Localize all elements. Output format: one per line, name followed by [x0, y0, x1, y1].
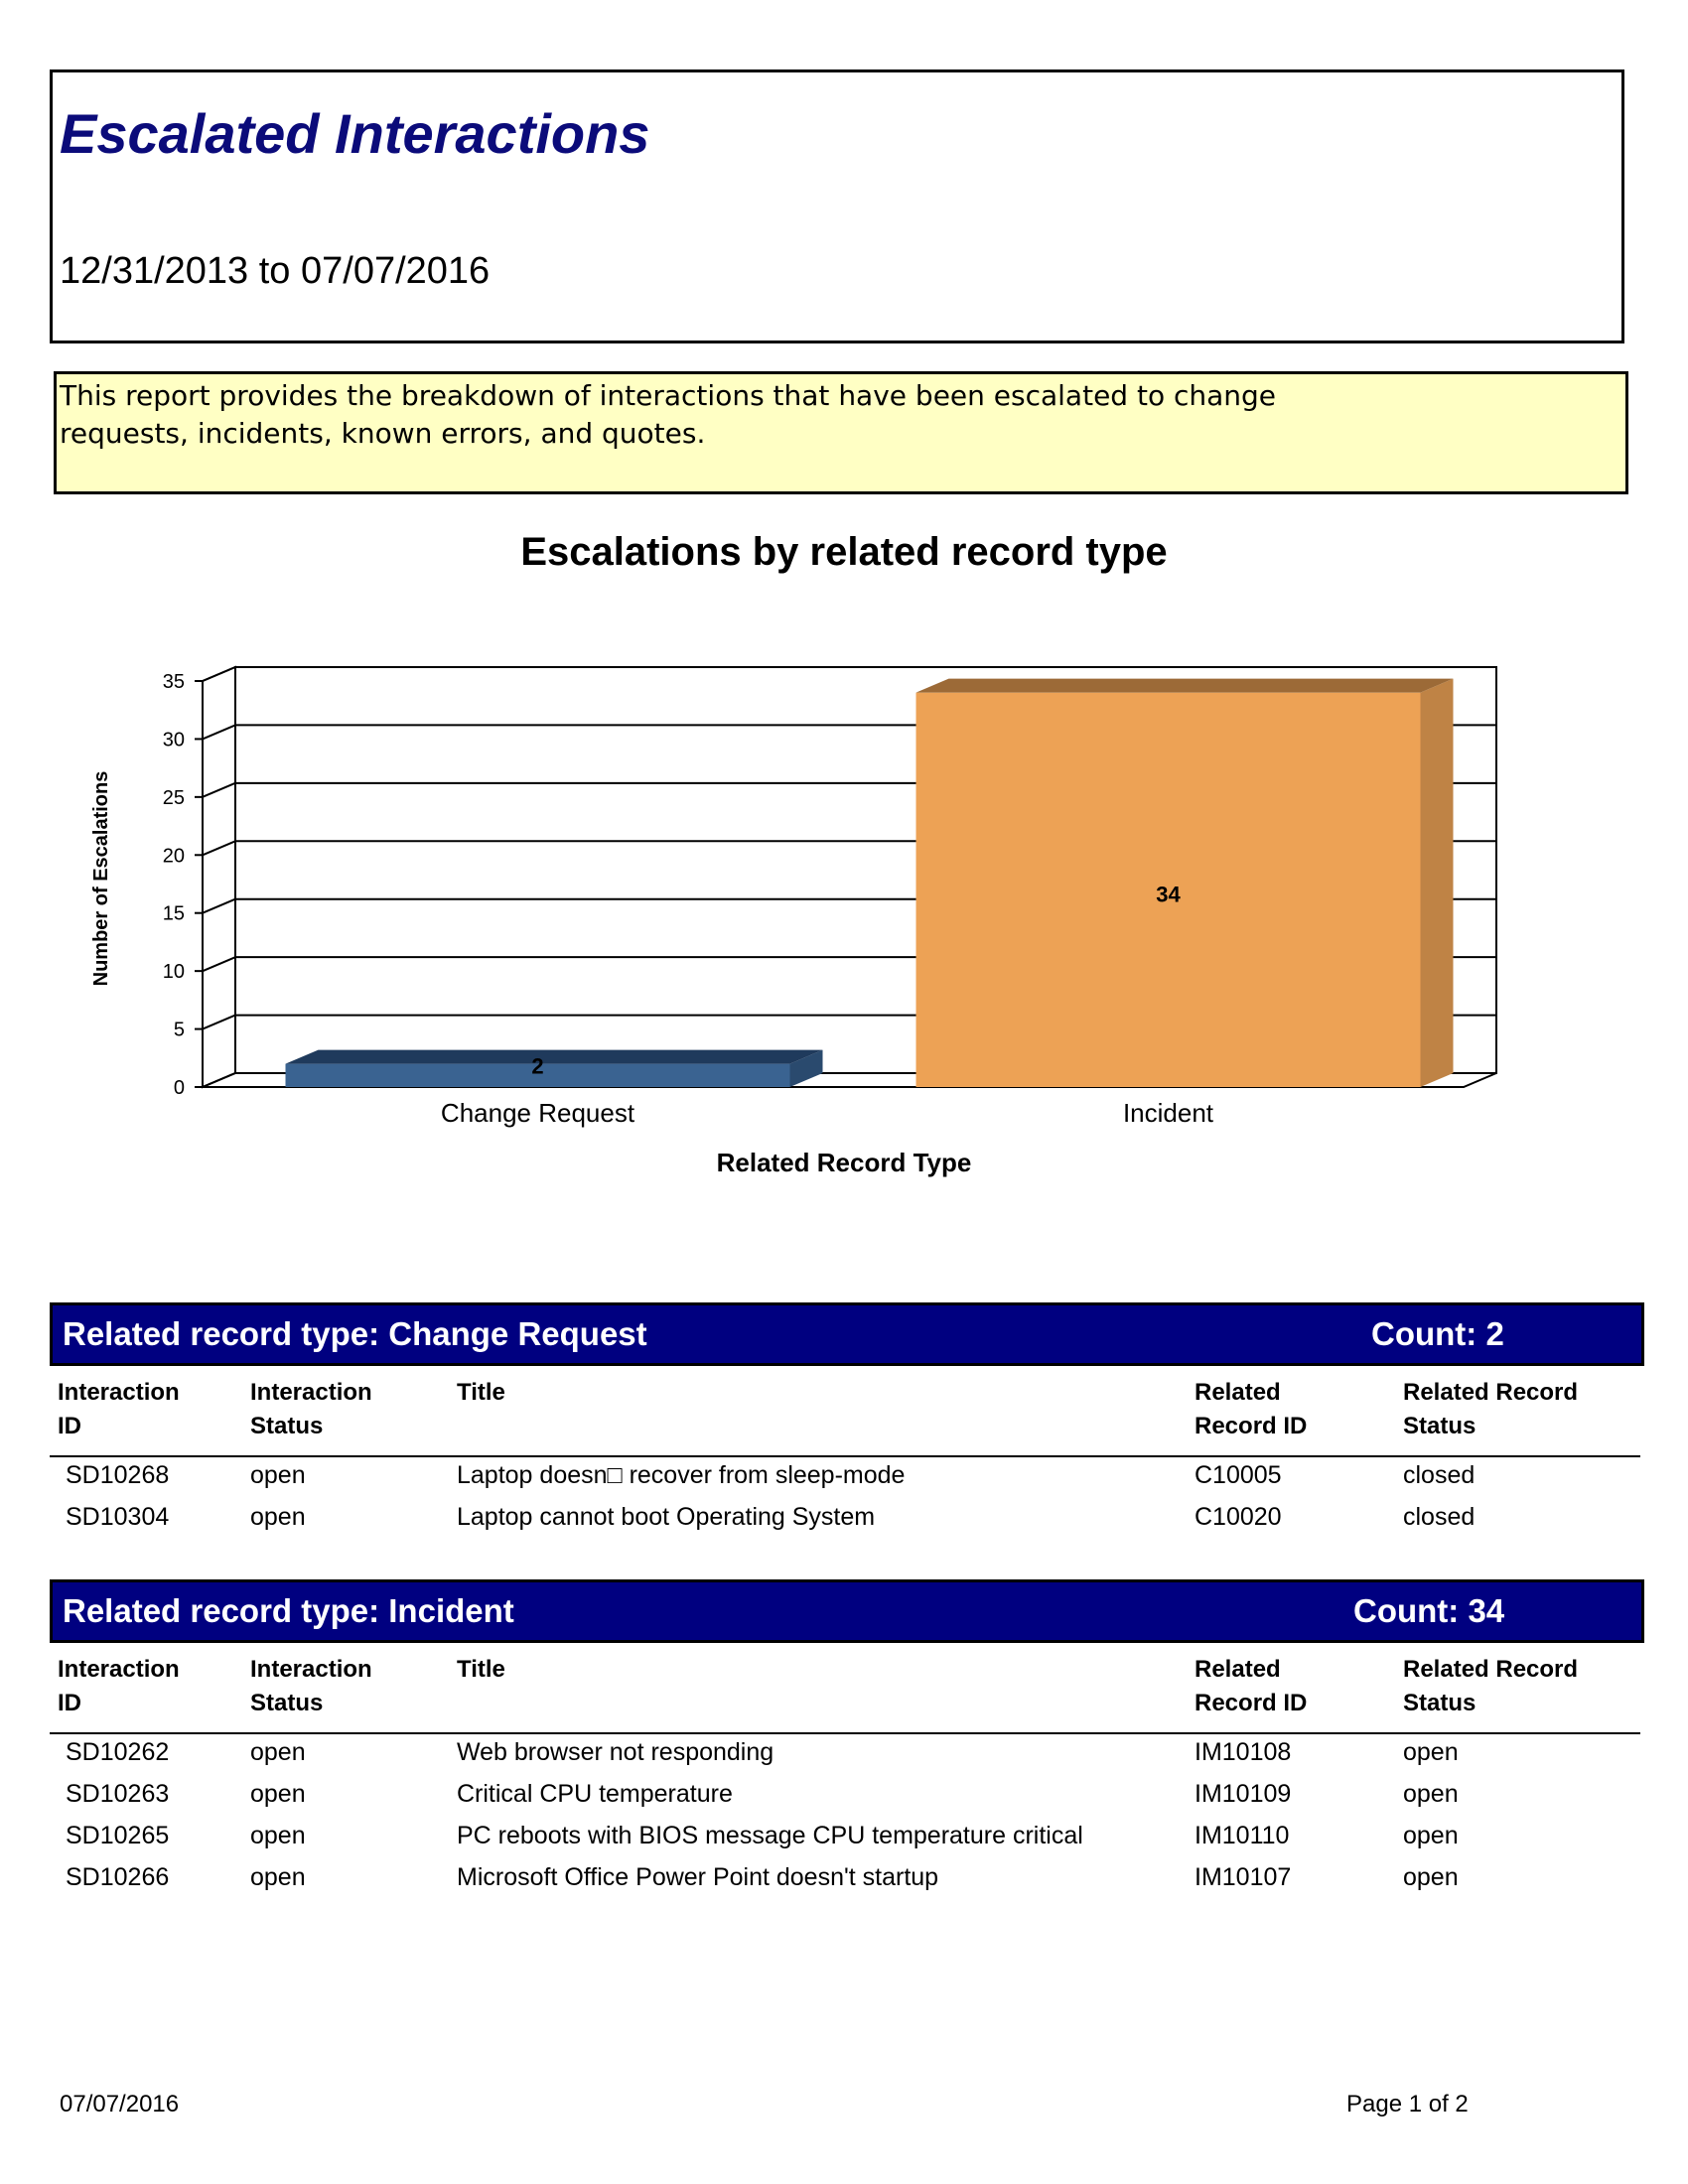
- col-head-title: Title: [457, 1379, 505, 1406]
- section-label: Related record type: Incident: [63, 1592, 514, 1629]
- chart-y-tick-label: 30: [162, 729, 185, 751]
- chart-y-tick-label: 20: [162, 845, 185, 868]
- col-head-related-record-id: Related Record ID: [1195, 1379, 1308, 1439]
- chart-y-axis-title: Number of Escalations: [90, 770, 112, 987]
- footer-date: 07/07/2016: [60, 2091, 180, 2117]
- col-head-related-record-status: Related Record Status: [1403, 1656, 1579, 1716]
- report-date-range: 12/31/2013 to 07/07/2016: [60, 250, 491, 292]
- section-header-change-request: [50, 1302, 1644, 1366]
- cell-title: PC reboots with BIOS message CPU temperature critical: [457, 1822, 1083, 1849]
- escalations-bar-chart: [0, 615, 1688, 1191]
- cell-interaction-status: open: [250, 1738, 306, 1766]
- table-row: [0, 1737, 1688, 1777]
- chart-x-tick-label: Change Request: [440, 1098, 635, 1128]
- table-row: [0, 1779, 1688, 1819]
- table-row: [0, 1502, 1688, 1542]
- cell-interaction-status: open: [250, 1461, 306, 1489]
- chart-bar-top-0: [286, 1050, 823, 1064]
- cell-title: Laptop cannot boot Operating System: [457, 1503, 876, 1531]
- cell-related-record-id: IM10110: [1195, 1822, 1290, 1849]
- report-title: Escalated Interactions: [60, 102, 650, 165]
- report-description: This report provides the breakdown of interactions that have been escalated to change requests, incidents, known errors, and quotes.: [60, 379, 1277, 450]
- cell-interaction-id: SD10263: [66, 1780, 170, 1808]
- chart-y-tick-label: 25: [162, 786, 185, 809]
- section-count: Count: 2: [1371, 1315, 1504, 1352]
- chart-x-tick-label: Incident: [1122, 1098, 1214, 1128]
- cell-related-record-status: open: [1403, 1822, 1459, 1849]
- table-header-change-request: [0, 1376, 1688, 1445]
- cell-interaction-status: open: [250, 1863, 306, 1891]
- chart-data-label: 2: [531, 1053, 544, 1079]
- table-header-incident: [0, 1653, 1688, 1722]
- cell-title: Web browser not responding: [457, 1738, 774, 1766]
- cell-interaction-id: SD10265: [66, 1822, 170, 1849]
- cell-related-record-id: IM10108: [1195, 1738, 1292, 1766]
- cell-interaction-status: open: [250, 1822, 306, 1849]
- section-header-incident: [50, 1579, 1644, 1643]
- table-row: [0, 1460, 1688, 1500]
- col-head-interaction-status: Interaction Status: [250, 1379, 372, 1439]
- col-head-interaction-id: Interaction ID: [58, 1379, 180, 1439]
- cell-interaction-status: open: [250, 1780, 306, 1808]
- cell-title: Microsoft Office Power Point doesn't startup: [457, 1863, 939, 1891]
- chart-y-tick-label: 35: [162, 671, 185, 693]
- footer-page-number: Page 1 of 2: [1346, 2091, 1469, 2117]
- cell-related-record-id: C10005: [1195, 1461, 1282, 1489]
- table-header-rule: [50, 1455, 1640, 1457]
- chart-bar-side-1: [1421, 679, 1454, 1087]
- cell-related-record-status: open: [1403, 1780, 1459, 1808]
- cell-related-record-id: C10020: [1195, 1503, 1282, 1531]
- chart-data-label: 34: [1156, 882, 1181, 907]
- cell-interaction-id: SD10262: [66, 1738, 170, 1766]
- table-row: [0, 1821, 1688, 1860]
- cell-interaction-status: open: [250, 1503, 306, 1531]
- chart-bar-top-1: [916, 679, 1454, 693]
- chart-y-tick-label: 5: [173, 1019, 185, 1041]
- col-head-title: Title: [457, 1656, 505, 1683]
- cell-interaction-id: SD10266: [66, 1863, 170, 1891]
- cell-interaction-id: SD10304: [66, 1503, 170, 1531]
- table-row: [0, 1862, 1688, 1902]
- section-label: Related record type: Change Request: [63, 1315, 647, 1352]
- col-head-interaction-status: Interaction Status: [250, 1656, 372, 1716]
- cell-related-record-status: open: [1403, 1863, 1459, 1891]
- cell-related-record-status: closed: [1403, 1503, 1476, 1531]
- cell-related-record-status: open: [1403, 1738, 1459, 1766]
- chart-x-axis-title: Related Record Type: [716, 1148, 972, 1177]
- chart-y-tick-label: 0: [173, 1077, 185, 1099]
- chart-y-tick-label: 15: [162, 902, 185, 925]
- cell-title: Laptop doesn□ recover from sleep-mode: [457, 1461, 906, 1489]
- cell-related-record-status: closed: [1403, 1461, 1476, 1489]
- cell-title: Critical CPU temperature: [457, 1780, 733, 1808]
- col-head-related-record-status: Related Record Status: [1403, 1379, 1579, 1439]
- chart-title: Escalations by related record type: [520, 530, 1168, 574]
- cell-interaction-id: SD10268: [66, 1461, 170, 1489]
- chart-side-wall: [203, 667, 235, 1087]
- col-head-interaction-id: Interaction ID: [58, 1656, 180, 1716]
- section-count: Count: 34: [1353, 1592, 1505, 1629]
- chart-y-tick-label: 10: [162, 961, 185, 984]
- col-head-related-record-id: Related Record ID: [1195, 1656, 1308, 1716]
- cell-related-record-id: IM10107: [1195, 1863, 1292, 1891]
- table-header-rule: [50, 1732, 1640, 1734]
- cell-related-record-id: IM10109: [1195, 1780, 1292, 1808]
